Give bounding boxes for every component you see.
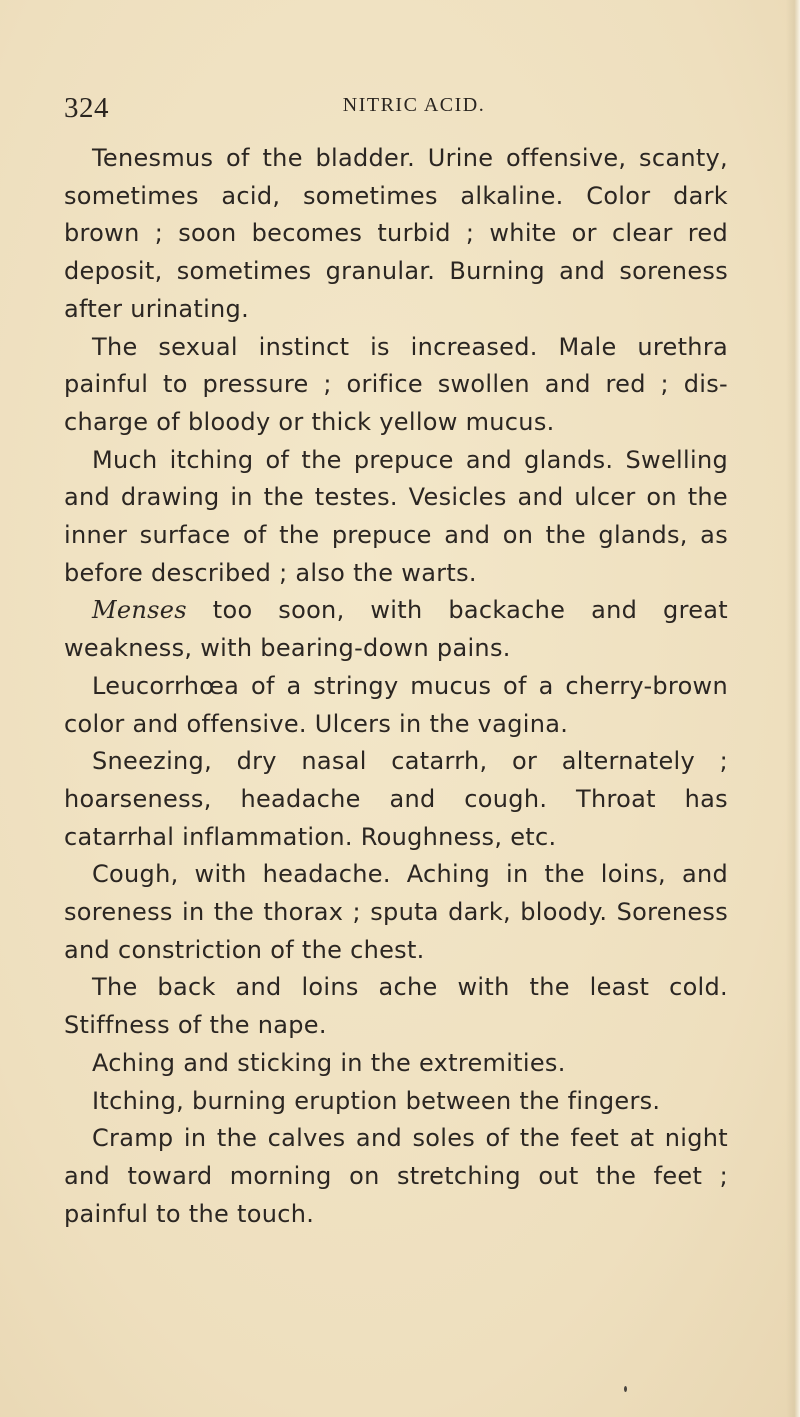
paragraph: Tenesmus of the bladder. Urine offensive, scanty, sometimes acid, sometimes alkaline. Color dark brown ; soon becomes turbid ; white or clear red deposit, sometimes granular. Burning and soreness after urinating. [64,144,728,323]
page-number: 324 [64,92,109,124]
paragraph [64,592,728,667]
paragraph: Cough, with headache. Aching in the loins, and soreness in the thorax ; sputa dark, bloody. Soreness and constriction of the chest. [64,860,728,964]
paragraph: Itching, burning eruption between the fingers. [92,1086,661,1115]
ink-speck [624,1386,627,1392]
paragraph-text: too soon, with backache and great weakness, with bearing-down pains. [64,596,728,663]
running-head: NITRIC ACID. [342,94,486,116]
paragraph: Much itching of the prepuce and glands. Swelling and drawing in the testes. Vesicles and ulcer on the inner surface of the prepuce and on the glands, as before described ; also the warts. [64,445,728,587]
page-header [64,88,724,128]
paragraph: Aching and sticking in the extremities. [92,1048,566,1077]
paragraph: Leucorrhœa of a stringy mucus of a cherry-brown color and offensive. Ulcers in the vagina. [64,671,728,738]
body-text [64,140,728,1233]
page-edge [786,0,800,1417]
paragraph: The back and loins ache with the least cold. Stiffness of the nape. [64,973,728,1040]
italic-term: Menses [92,596,187,625]
paragraph: The sexual instinct is increased. Male urethra painful to pressure ; orifice swollen and red ; dis-charge of bloody or thick yellow mucus. [64,332,728,436]
paragraph: Sneezing, dry nasal catarrh, or alternately ; hoarseness, headache and cough. Throat has catarrhal inflammation. Roughness, etc. [64,747,728,851]
paragraph: Cramp in the calves and soles of the feet at night and toward morning on stretching out the feet ; painful to the touch. [64,1124,728,1228]
